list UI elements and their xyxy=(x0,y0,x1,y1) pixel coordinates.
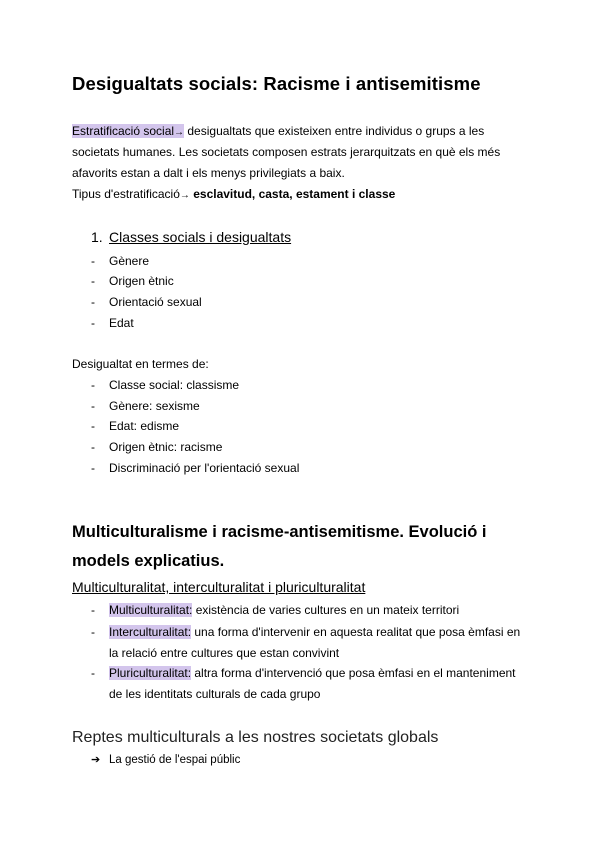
section3-heading-line-2: models explicatius. xyxy=(72,552,225,570)
intro-definition-text: desigualtats que existeixen entre individus o grups a les xyxy=(184,124,485,138)
dash-bullet-icon: - xyxy=(91,274,95,288)
term-definition: una forma d'intervenir en aquesta realitat que posa èmfasi en xyxy=(191,625,521,639)
dash-bullet-icon: - xyxy=(91,295,95,309)
list-item-multiculturalitat xyxy=(109,603,459,617)
section4-heading: Reptes multiculturals a les nostres societats globals xyxy=(72,729,439,746)
section1-number: 1. xyxy=(91,229,103,245)
list-item: Origen ètnic xyxy=(109,274,174,288)
list-item: Edat: edisme xyxy=(109,419,180,433)
dash-bullet-icon: - xyxy=(91,378,95,392)
right-arrow-icon: → xyxy=(179,190,190,201)
term-text: Estratificació social xyxy=(72,124,175,138)
intro-line-3: afavorits estan a dalt i els menys privilegiats a baix. xyxy=(72,166,345,180)
highlighted-term: Multiculturalitat: xyxy=(109,603,193,617)
list-item: Discriminació per l'orientació sexual xyxy=(109,461,300,475)
dash-bullet-icon: - xyxy=(91,419,95,433)
dash-bullet-icon: - xyxy=(91,316,95,330)
term-definition-continuation: la relació entre cultures que estan convivint xyxy=(109,646,340,660)
section1-heading: Classes socials i desigualtats xyxy=(109,229,292,245)
section2-intro: Desigualtat en termes de: xyxy=(72,357,209,371)
dash-bullet-icon: - xyxy=(91,603,95,617)
types-value: esclavitud, casta, estament i classe xyxy=(189,187,396,201)
highlighted-term: Interculturalitat: xyxy=(109,625,192,639)
arrow-bullet-icon: ➔ xyxy=(91,754,101,766)
list-item: Gènere: sexisme xyxy=(109,399,200,413)
intro-line-1 xyxy=(72,121,484,143)
term-definition: altra forma d'intervenció que posa èmfasi en el manteniment xyxy=(191,666,516,680)
dash-bullet-icon: - xyxy=(91,461,95,475)
list-item-interculturalitat xyxy=(109,625,520,639)
list-item: Classe social: classisme xyxy=(109,378,240,392)
list-item: Edat xyxy=(109,316,134,330)
section3-subheading: Multiculturalitat, interculturalitat i pluriculturalitat xyxy=(72,579,366,595)
list-item: Gènere xyxy=(109,254,150,268)
dash-bullet-icon: - xyxy=(91,399,95,413)
term-definition-continuation: de les identitats culturals de cada grupo xyxy=(109,687,321,701)
dash-bullet-icon: - xyxy=(91,254,95,268)
right-arrow-icon: → xyxy=(174,127,185,138)
term-definition: existència de varies cultures en un mateix territori xyxy=(192,603,460,617)
list-item: La gestió de l'espai públic xyxy=(109,754,241,766)
intro-line-2: societats humanes. Les societats composen estrats jerarquitzats en què els més xyxy=(72,145,501,159)
list-item: Origen ètnic: racisme xyxy=(109,440,223,454)
dash-bullet-icon: - xyxy=(91,625,95,639)
highlighted-term-estratificacio xyxy=(72,124,184,138)
list-item-pluriculturalitat xyxy=(109,666,516,680)
list-item: Orientació sexual xyxy=(109,295,202,309)
dash-bullet-icon: - xyxy=(91,666,95,680)
types-line xyxy=(72,184,395,206)
highlighted-term: Pluriculturalitat: xyxy=(109,666,192,680)
types-label: Tipus d'estratificació xyxy=(72,187,180,201)
dash-bullet-icon: - xyxy=(91,440,95,454)
section3-heading-line-1: Multiculturalisme i racisme-antisemitisme. Evolució i xyxy=(72,523,487,541)
document-title: Desigualtats socials: Racisme i antisemitisme xyxy=(72,73,481,94)
